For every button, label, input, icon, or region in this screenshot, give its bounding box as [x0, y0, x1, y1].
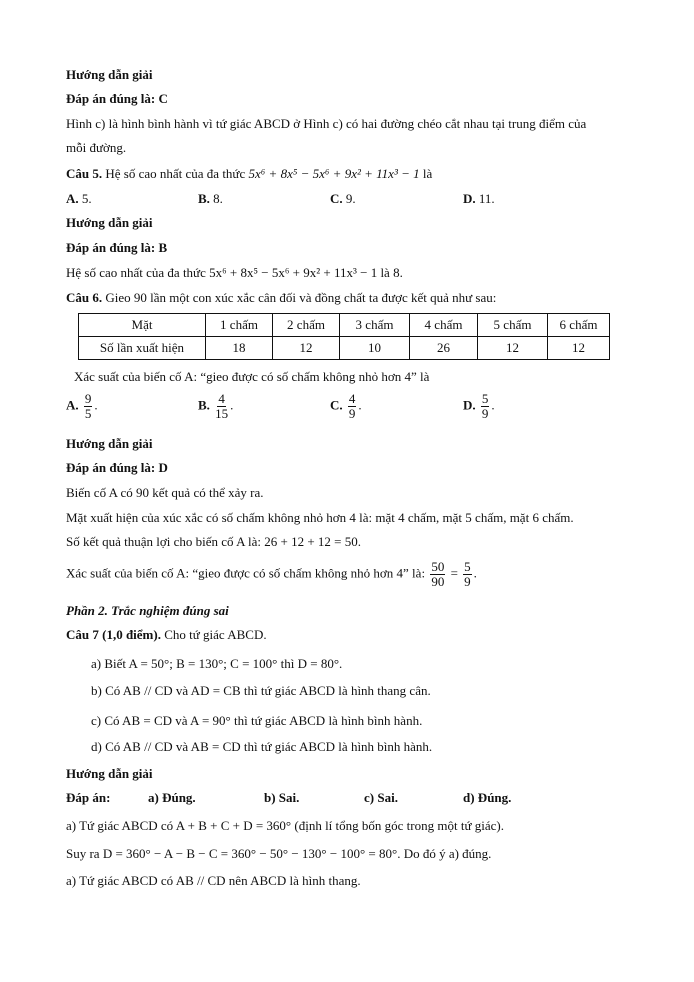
solution-text: Hệ số cao nhất của đa thức 5x⁶ + 8x⁵ − 5x⁶ + 9x² + 11x³ − 1 là 8. [66, 265, 403, 280]
fraction [430, 560, 445, 589]
table-header-row [79, 314, 610, 337]
fraction [481, 392, 490, 421]
denominator: 5 [84, 406, 92, 421]
table-header-cell: 3 chấm [340, 314, 410, 337]
option-b[interactable]: B. $\frac{4}{15}$ . [198, 391, 234, 421]
solution-text: a) Tứ giác ABCD có AB // CD nên ABCD là hình thang. [66, 873, 361, 888]
question-prompt: Xác suất của biến cố A: “gieo được có số chấm không nhỏ hơn 4” là [74, 369, 430, 384]
solution-heading: Hướng dẫn giải [66, 67, 153, 82]
option-a[interactable] [66, 191, 92, 207]
solution-text: mỗi đường. [66, 140, 127, 155]
solution-heading: Hướng dẫn giải [66, 215, 153, 230]
answer-a: a) Đúng. [148, 790, 196, 805]
answer-line: Đáp án đúng là: D [66, 460, 168, 475]
table-cell: 12 [273, 337, 340, 360]
fraction [348, 392, 357, 421]
solution-probability: Xác suất của biến cố A: “gieo được có số chấm không nhỏ hơn 4” là: $\frac{50}{90}$ = $\frac{5}{9}$ . [66, 559, 477, 589]
statement-a[interactable]: a) Biết A = 50°; B = 130°; C = 100° thì D = 80°. [91, 656, 343, 671]
option-c[interactable] [330, 191, 356, 207]
question-6 [66, 290, 496, 306]
answer-b: b) Sai. [264, 790, 300, 805]
table-cell: 12 [478, 337, 548, 360]
answer-line: Đáp án đúng là: B [66, 240, 168, 255]
question-text: Hệ số cao nhất của đa thức [102, 166, 249, 181]
denominator: 15 [215, 406, 229, 421]
table-header-cell: Mặt [79, 314, 206, 337]
option-letter: C. [330, 191, 343, 206]
denominator: 90 [431, 574, 445, 589]
answer-d: d) Đúng. [463, 790, 512, 805]
table-cell: Số lần xuất hiện [79, 337, 206, 360]
solution-heading: Hướng dẫn giải [66, 766, 153, 781]
fraction [84, 392, 93, 421]
solution-text: a) Tứ giác ABCD có A + B + C + D = 360° (định lí tổng bốn góc trong một tứ giác). [66, 818, 504, 833]
option-d[interactable] [463, 191, 495, 207]
solution-text: Mặt xuất hiện của xúc xắc có số chấm không nhỏ hơn 4 là: mặt 4 chấm, mặt 5 chấm, mặt 6 chấm. [66, 510, 574, 525]
table-header-cell: 4 chấm [410, 314, 478, 337]
section-title: Phần 2. Trắc nghiệm đúng sai [66, 603, 229, 618]
question-label: Câu 6. [66, 290, 103, 305]
option-value: 11. [475, 191, 495, 206]
numerator: 50 [431, 559, 445, 574]
numerator: 9 [84, 391, 92, 406]
table-cell: 12 [548, 337, 610, 360]
option-b[interactable] [198, 191, 223, 207]
option-c[interactable]: C. $\frac{4}{9}$ . [330, 391, 362, 421]
question-label: Câu 7 (1,0 điểm). [66, 627, 161, 642]
solution-text: Số kết quả thuận lợi cho biến cố A là: 26 + 12 + 12 = 50. [66, 534, 361, 549]
table-row [79, 337, 610, 360]
table-header-cell: 2 chấm [273, 314, 340, 337]
table-cell: 18 [206, 337, 273, 360]
option-value: 9. [342, 191, 356, 206]
numerator: 4 [348, 391, 356, 406]
table-cell: 26 [410, 337, 478, 360]
table-header-cell: 1 chấm [206, 314, 273, 337]
question-7 [66, 627, 267, 643]
option-letter: C. [330, 397, 343, 413]
solution-text: Suy ra D = 360° − A − B − C = 360° − 50° − 130° − 100° = 80°. Do đó ý a) đúng. [66, 846, 492, 861]
question-text: Gieo 90 lần một con xúc xắc cân đối và đồng chất ta được kết quả như sau: [102, 290, 497, 305]
results-table [78, 313, 610, 360]
option-letter: B. [198, 397, 210, 413]
option-letter: D. [463, 191, 476, 206]
answer-label: Đáp án: [66, 790, 111, 805]
denominator: 9 [464, 574, 471, 589]
option-value: 8. [209, 191, 223, 206]
polynomial: 5x⁶ + 8x⁵ − 5x⁶ + 9x² + 11x³ − 1 [248, 166, 420, 181]
numerator: 5 [481, 391, 489, 406]
statement-b[interactable]: b) Có AB // CD và AD = CB thì tứ giác ABCD là hình thang cân. [91, 683, 431, 698]
statement-c[interactable]: c) Có AB = CD và A = 90° thì tứ giác ABCD là hình bình hành. [91, 713, 423, 728]
solution-heading: Hướng dẫn giải [66, 436, 153, 451]
answer-c: c) Sai. [364, 790, 398, 805]
numerator: 5 [464, 559, 471, 574]
table-header-cell: 6 chấm [548, 314, 610, 337]
fraction [215, 392, 228, 421]
solution-text: Biến cố A có 90 kết quả có thể xảy ra. [66, 485, 264, 500]
question-label: Câu 5. [66, 166, 103, 181]
solution-text: Xác suất của biến cố A: “gieo được có số chấm không nhỏ hơn 4” là: [66, 565, 426, 581]
option-d[interactable]: D. $\frac{5}{9}$ . [463, 391, 495, 421]
statement-d[interactable]: d) Có AB // CD và AB = CD thì tứ giác ABCD là hình bình hành. [91, 739, 433, 754]
table-cell: 10 [340, 337, 410, 360]
denominator: 9 [481, 406, 489, 421]
option-letter: A. [66, 191, 79, 206]
question-tail: là [419, 166, 433, 181]
table-header-cell: 5 chấm [478, 314, 548, 337]
answer-line: Đáp án đúng là: C [66, 91, 168, 106]
question-5 [66, 166, 432, 182]
numerator: 4 [218, 391, 225, 406]
option-a[interactable]: A. $\frac{9}{5}$ . [66, 391, 98, 421]
question-text: Cho tứ giác ABCD. [160, 627, 267, 642]
fraction [463, 560, 472, 589]
option-letter: D. [463, 397, 476, 413]
option-letter: B. [198, 191, 210, 206]
solution-text: Hình c) là hình bình hành vì tứ giác ABCD ở Hình c) có hai đường chéo cắt nhau tại trung điểm của [66, 116, 587, 131]
denominator: 9 [348, 406, 356, 421]
option-value: 5. [78, 191, 92, 206]
option-letter: A. [66, 397, 79, 413]
